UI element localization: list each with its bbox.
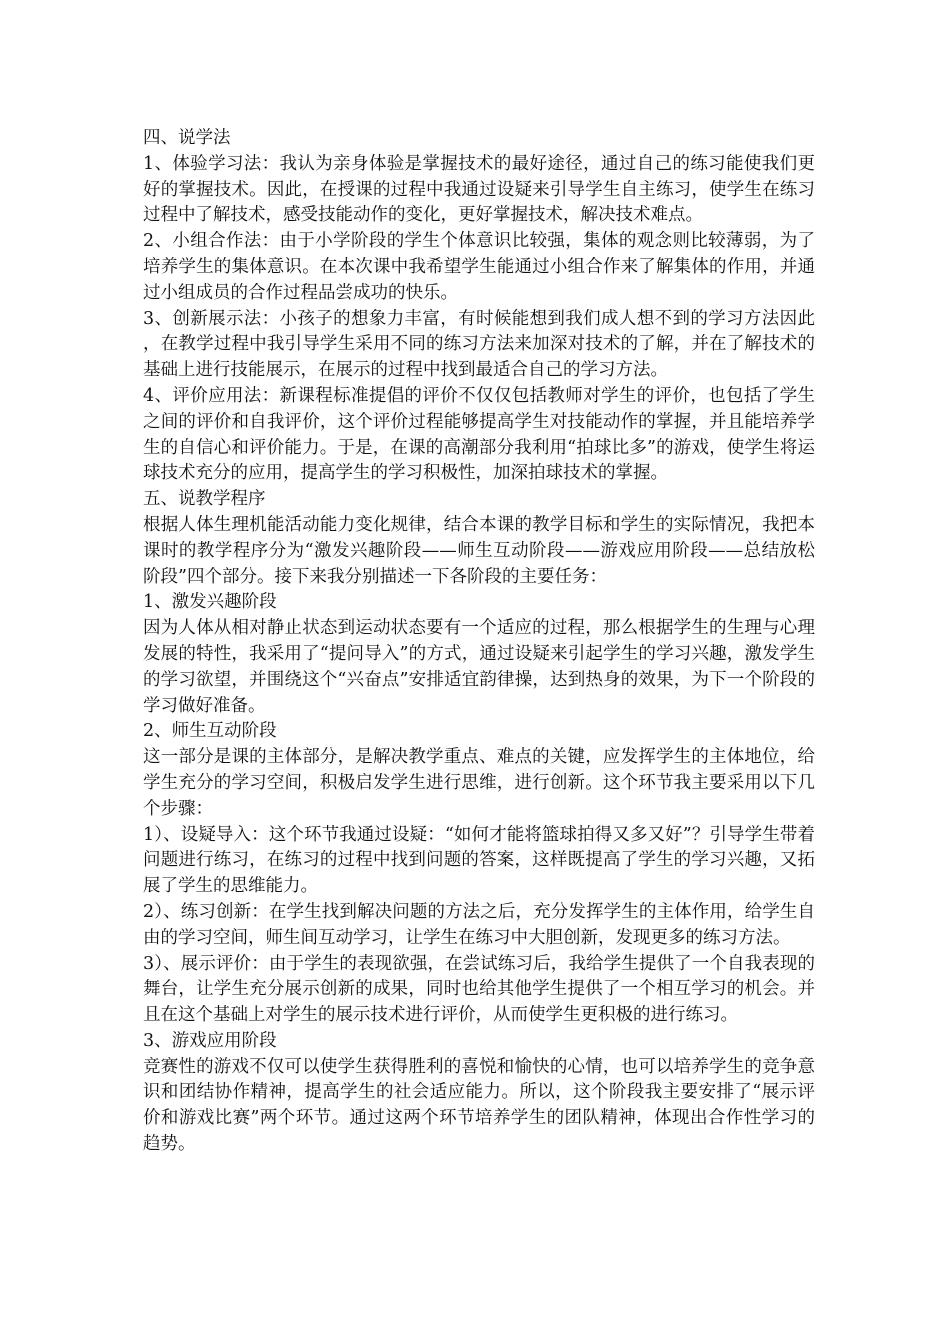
paragraph-step-questioning: 1）、设疑导入：这个环节我通过设疑：“如何才能将篮球拍得又多又好”？引导学生带着问题进行练习，在练习的过程中找到问题的答案，这样既提高了学生的学习兴趣，又拓展了学生的思维能力。 (143, 824, 815, 897)
paragraph-stimulate-interest: 因为人体从相对静止状态到运动状态要有一个适应的过程，那么根据学生的生理与心理发展的特性，我采用了“提问导入”的方式，通过设疑来引起学生的学习兴趣，激发学生的学习欲望，并围绕这个“兴奋点”安排适宜韵律操，达到热身的效果，为下一个阶段的学习做好准备。 (143, 618, 815, 716)
paragraph-game-application: 竞赛性的游戏不仅可以使学生获得胜利的喜悦和愉快的心情，也可以培养学生的竞争意识和团结协作精神，提高学生的社会适应能力。所以，这个阶段我主要安排了“展示评价和游戏比赛”两个环节。通过这两个环节培养学生的团队精神，体现出合作性学习的趋势。 (143, 1056, 815, 1155)
subheading-teacher-student-interaction: 2、师生互动阶段 (143, 721, 277, 742)
subheading-stimulate-interest: 1、激发兴趣阶段 (143, 592, 277, 613)
subheading-game-application: 3、游戏应用阶段 (143, 1030, 277, 1051)
paragraph-interaction-overview: 这一部分是课的主体部分，是解决教学重点、难点的关键，应发挥学生的主体地位，给学生充分的学习空间，积极启发学生进行思维，进行创新。这个环节我主要采用以下几个步骤： (143, 747, 815, 819)
paragraph-innovation-display: 3、创新展示法：小孩子的想象力丰富，有时候能想到我们成人想不到的学习方法因此，在教学过程中我引导学生采用不同的练习方法来加深对技术的了解，并在了解技术的基础上进行技能展示，在展示的过程中找到最适合自己的学习方法。 (143, 308, 815, 381)
section-heading-teaching-procedure: 五、说教学程序 (143, 489, 266, 510)
paragraph-group-cooperation: 2、小组合作法：由于小学阶段的学生个体意识比较强，集体的观念则比较薄弱，为了培养学生的集体意识。在本次课中我希望学生能通过小组合作来了解集体的作用，并通过小组成员的合作过程品尝成功的快乐。 (143, 231, 815, 303)
paragraph-experience-learning: 1、体验学习法：我认为亲身体验是掌握技术的最好途径，通过自己的练习能使我们更好的掌握技术。因此，在授课的过程中我通过设疑来引导学生自主练习，使学生在练习过程中了解技术，感受技能动作的变化，更好掌握技术，解决技术难点。 (143, 153, 815, 226)
paragraph-evaluation-application: 4、评价应用法：新课程标准提倡的评价不仅仅包括教师对学生的评价，也包括了学生之间的评价和自我评价，这个评价过程能够提高学生对技能动作的掌握，并且能培养学生的自信心和评价能力。于是，在课的高潮部分我利用“拍球比多”的游戏，使学生将运球技术充分的应用，提高学生的学习积极性，加深拍球技术的掌握。 (143, 385, 815, 484)
paragraph-step-practice-innovation: 2）、练习创新：在学生找到解决问题的方法之后，充分发挥学生的主体作用，给学生自由的学习空间，师生间互动学习，让学生在练习中大胆创新，发现更多的练习方法。 (143, 901, 815, 948)
section-heading-study-methods: 四、说学法 (143, 128, 231, 148)
paragraph-procedure-overview: 根据人体生理机能活动能力变化规律，结合本课的教学目标和学生的实际情况，我把本课时的教学程序分为“激发兴趣阶段——师生互动阶段——游戏应用阶段——总结放松阶段”四个部分。接下来我分别描述一下各阶段的主要任务： (143, 514, 815, 587)
document-body (143, 126, 815, 1158)
paragraph-step-display-evaluation: 3）、展示评价：由于学生的表现欲强，在尝试练习后，我给学生提供了一个自我表现的舞台，让学生充分展示创新的成果，同时也给其他学生提供了一个相互学习的机会。并且在这个基础上对学生的展示技术进行评价，从而使学生更积极的进行练习。 (143, 953, 815, 1026)
